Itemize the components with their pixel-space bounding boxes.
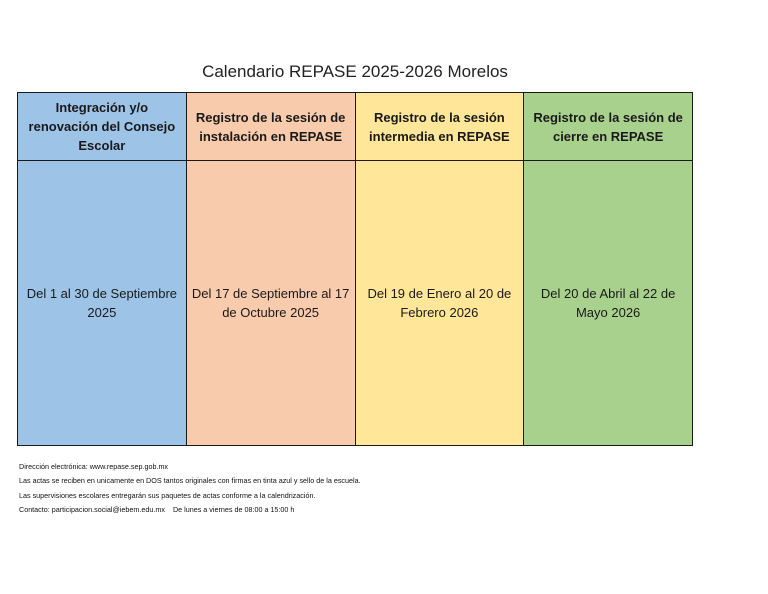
table-row: [18, 161, 693, 446]
page-title: Calendario REPASE 2025-2026 Morelos: [202, 62, 508, 81]
header-sesion-instalacion: Registro de la sesión de instalación en REPASE: [186, 93, 355, 161]
address-link[interactable]: www.repase.sep.gob.mx: [89, 462, 169, 471]
date-range-instalacion: Del 17 de Septiembre al 17 de Octubre 2025: [186, 161, 355, 446]
contact-email-link[interactable]: participacion.social@iebem.edu.mx: [51, 504, 165, 514]
calendar-table: [17, 92, 693, 446]
note-supervisiones: Las supervisiones escolares entregarán sus paquetes de actas conforme a la calendrización.: [19, 490, 316, 500]
date-range-cierre: Del 20 de Abril al 22 de Mayo 2026: [524, 161, 693, 446]
date-range-intermedia: Del 19 de Enero al 20 de Febrero 2026: [355, 161, 524, 446]
header-integracion-consejo: Integración y/o renovación del Consejo Escolar: [18, 93, 187, 161]
notes-section: [19, 460, 361, 517]
table-header-row: [18, 93, 693, 161]
date-range-integracion: Del 1 al 30 de Septiembre 2025: [18, 161, 187, 446]
contact-schedule: De lunes a viernes de 08:00 a 15:00 h: [172, 504, 295, 514]
note-actas: Las actas se reciben en unicamente en DOS tantos originales con firmas en tinta azul y sello de la escuela.: [19, 476, 361, 486]
address-label: Dirección electrónica:: [19, 462, 88, 471]
note-contact: [19, 503, 361, 517]
header-sesion-intermedia: Registro de la sesión intermedia en REPASE: [355, 93, 524, 161]
header-sesion-cierre: Registro de la sesión de cierre en REPASE: [524, 93, 693, 161]
note-address: [19, 460, 361, 474]
contact-label: Contacto:: [19, 504, 50, 514]
